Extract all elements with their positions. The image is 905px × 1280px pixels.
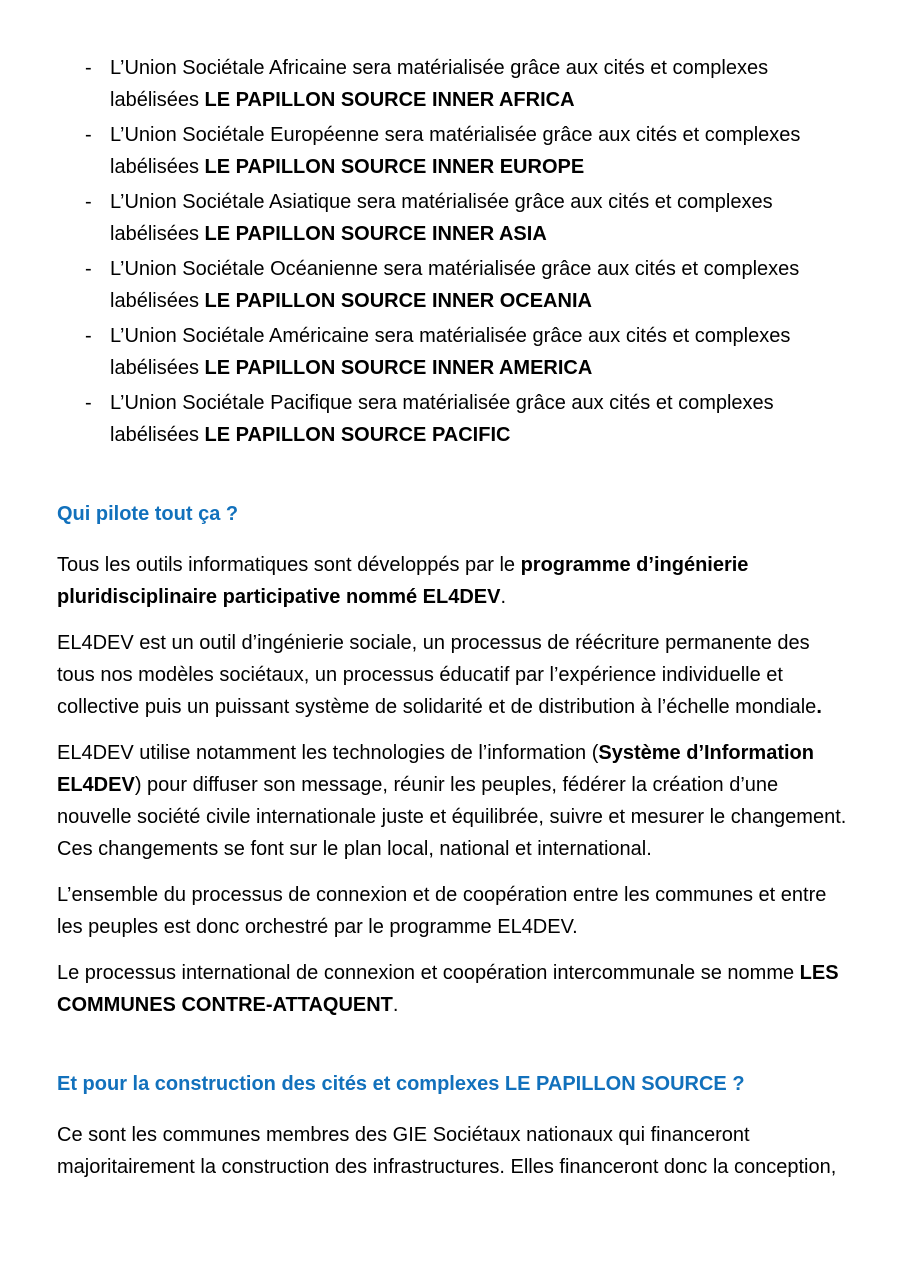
list-item-text <box>110 253 848 317</box>
list-item-label: LE PAPILLON SOURCE INNER AFRICA <box>204 89 575 111</box>
section-heading: Et pour la construction des cités et complexes LE PAPILLON SOURCE ? <box>57 1073 745 1095</box>
paragraph-text: Le processus international de connexion et coopération intercommunale se nomme <box>57 962 800 984</box>
paragraph-text: Ce sont les communes membres des GIE Sociétaux nationaux qui financeront majoritairement la construction des infrastructures. Elles financeront donc la conception, <box>57 1124 837 1178</box>
paragraph <box>57 549 848 613</box>
list-item-text <box>110 52 848 116</box>
list-item-body: L’Union Sociétale Asiatique sera matérialisée grâce aux cités et complexes labélisées <box>110 191 773 245</box>
paragraph-text: Tous les outils informatiques sont développés par le <box>57 554 521 576</box>
paragraph-bold-text: LES COMMUNES CONTRE-ATTAQUENT <box>57 962 839 1016</box>
list-item-body: L’Union Sociétale Européenne sera matérialisée grâce aux cités et complexes labélisées <box>110 124 801 178</box>
paragraph <box>57 737 848 865</box>
paragraph-text: EL4DEV est un outil d’ingénierie sociale, un processus de réécriture permanente des tous nos modèles sociétaux, un processus éducatif par l’expérience individuelle et collective puis un puissant système de solidarité et de distribution à l’échelle mondiale <box>57 632 817 718</box>
list-item <box>85 52 848 116</box>
list-item <box>85 387 848 451</box>
paragraph-bold-text: Système d’Information EL4DEV <box>57 742 814 796</box>
list-item-body: L’Union Sociétale Pacifique sera matérialisée grâce aux cités et complexes labélisées <box>110 392 774 446</box>
paragraph <box>57 627 848 723</box>
list-item-body: L’Union Sociétale Africaine sera matérialisée grâce aux cités et complexes labélisées <box>110 57 769 111</box>
dash-bullet: - <box>85 57 92 79</box>
dash-bullet: - <box>85 191 92 213</box>
list-item <box>85 253 848 317</box>
paragraph <box>57 957 848 1021</box>
section-qui-pilote <box>57 501 848 1021</box>
list-item-body: L’Union Sociétale Océanienne sera matérialisée grâce aux cités et complexes labélisées <box>110 258 800 312</box>
list-item-text <box>110 387 848 451</box>
union-societale-list <box>57 52 848 451</box>
paragraph-text: EL4DEV utilise notamment les technologies de l’information ( <box>57 742 599 764</box>
dash-bullet: - <box>85 124 92 146</box>
paragraph <box>57 1119 848 1183</box>
paragraph-text: L’ensemble du processus de connexion et de coopération entre les communes et entre les peuples est donc orchestré par le programme EL4DEV. <box>57 884 827 938</box>
paragraph <box>57 879 848 943</box>
dash-bullet: - <box>85 325 92 347</box>
list-item-text <box>110 320 848 384</box>
paragraph-bold-text: programme d’ingénierie pluridisciplinaire participative nommé EL4DEV <box>57 554 749 608</box>
list-item-label: LE PAPILLON SOURCE INNER AMERICA <box>204 357 593 379</box>
section-construction <box>57 1071 848 1183</box>
list-item <box>85 119 848 183</box>
list-item <box>85 186 848 250</box>
dash-bullet: - <box>85 258 92 280</box>
list-item <box>85 320 848 384</box>
paragraph-bold-text: . <box>816 696 822 718</box>
list-item-text <box>110 186 848 250</box>
paragraph-text: . <box>500 586 507 608</box>
list-item-label: LE PAPILLON SOURCE INNER ASIA <box>204 223 547 245</box>
list-item-label: LE PAPILLON SOURCE INNER OCEANIA <box>204 290 592 312</box>
paragraph-text: ) pour diffuser son message, réunir les peuples, fédérer la création d’une nouvelle société civile internationale juste et équilibrée, suivre et mesurer le changement. Ces changements se font sur le plan local, national et international. <box>57 774 847 860</box>
list-item-label: LE PAPILLON SOURCE PACIFIC <box>204 424 511 446</box>
list-item-text <box>110 119 848 183</box>
section-heading: Qui pilote tout ça ? <box>57 503 239 525</box>
list-item-label: LE PAPILLON SOURCE INNER EUROPE <box>204 156 585 178</box>
paragraph-text: . <box>392 994 399 1016</box>
list-item-body: L’Union Sociétale Américaine sera matérialisée grâce aux cités et complexes labélisées <box>110 325 791 379</box>
dash-bullet: - <box>85 392 92 414</box>
